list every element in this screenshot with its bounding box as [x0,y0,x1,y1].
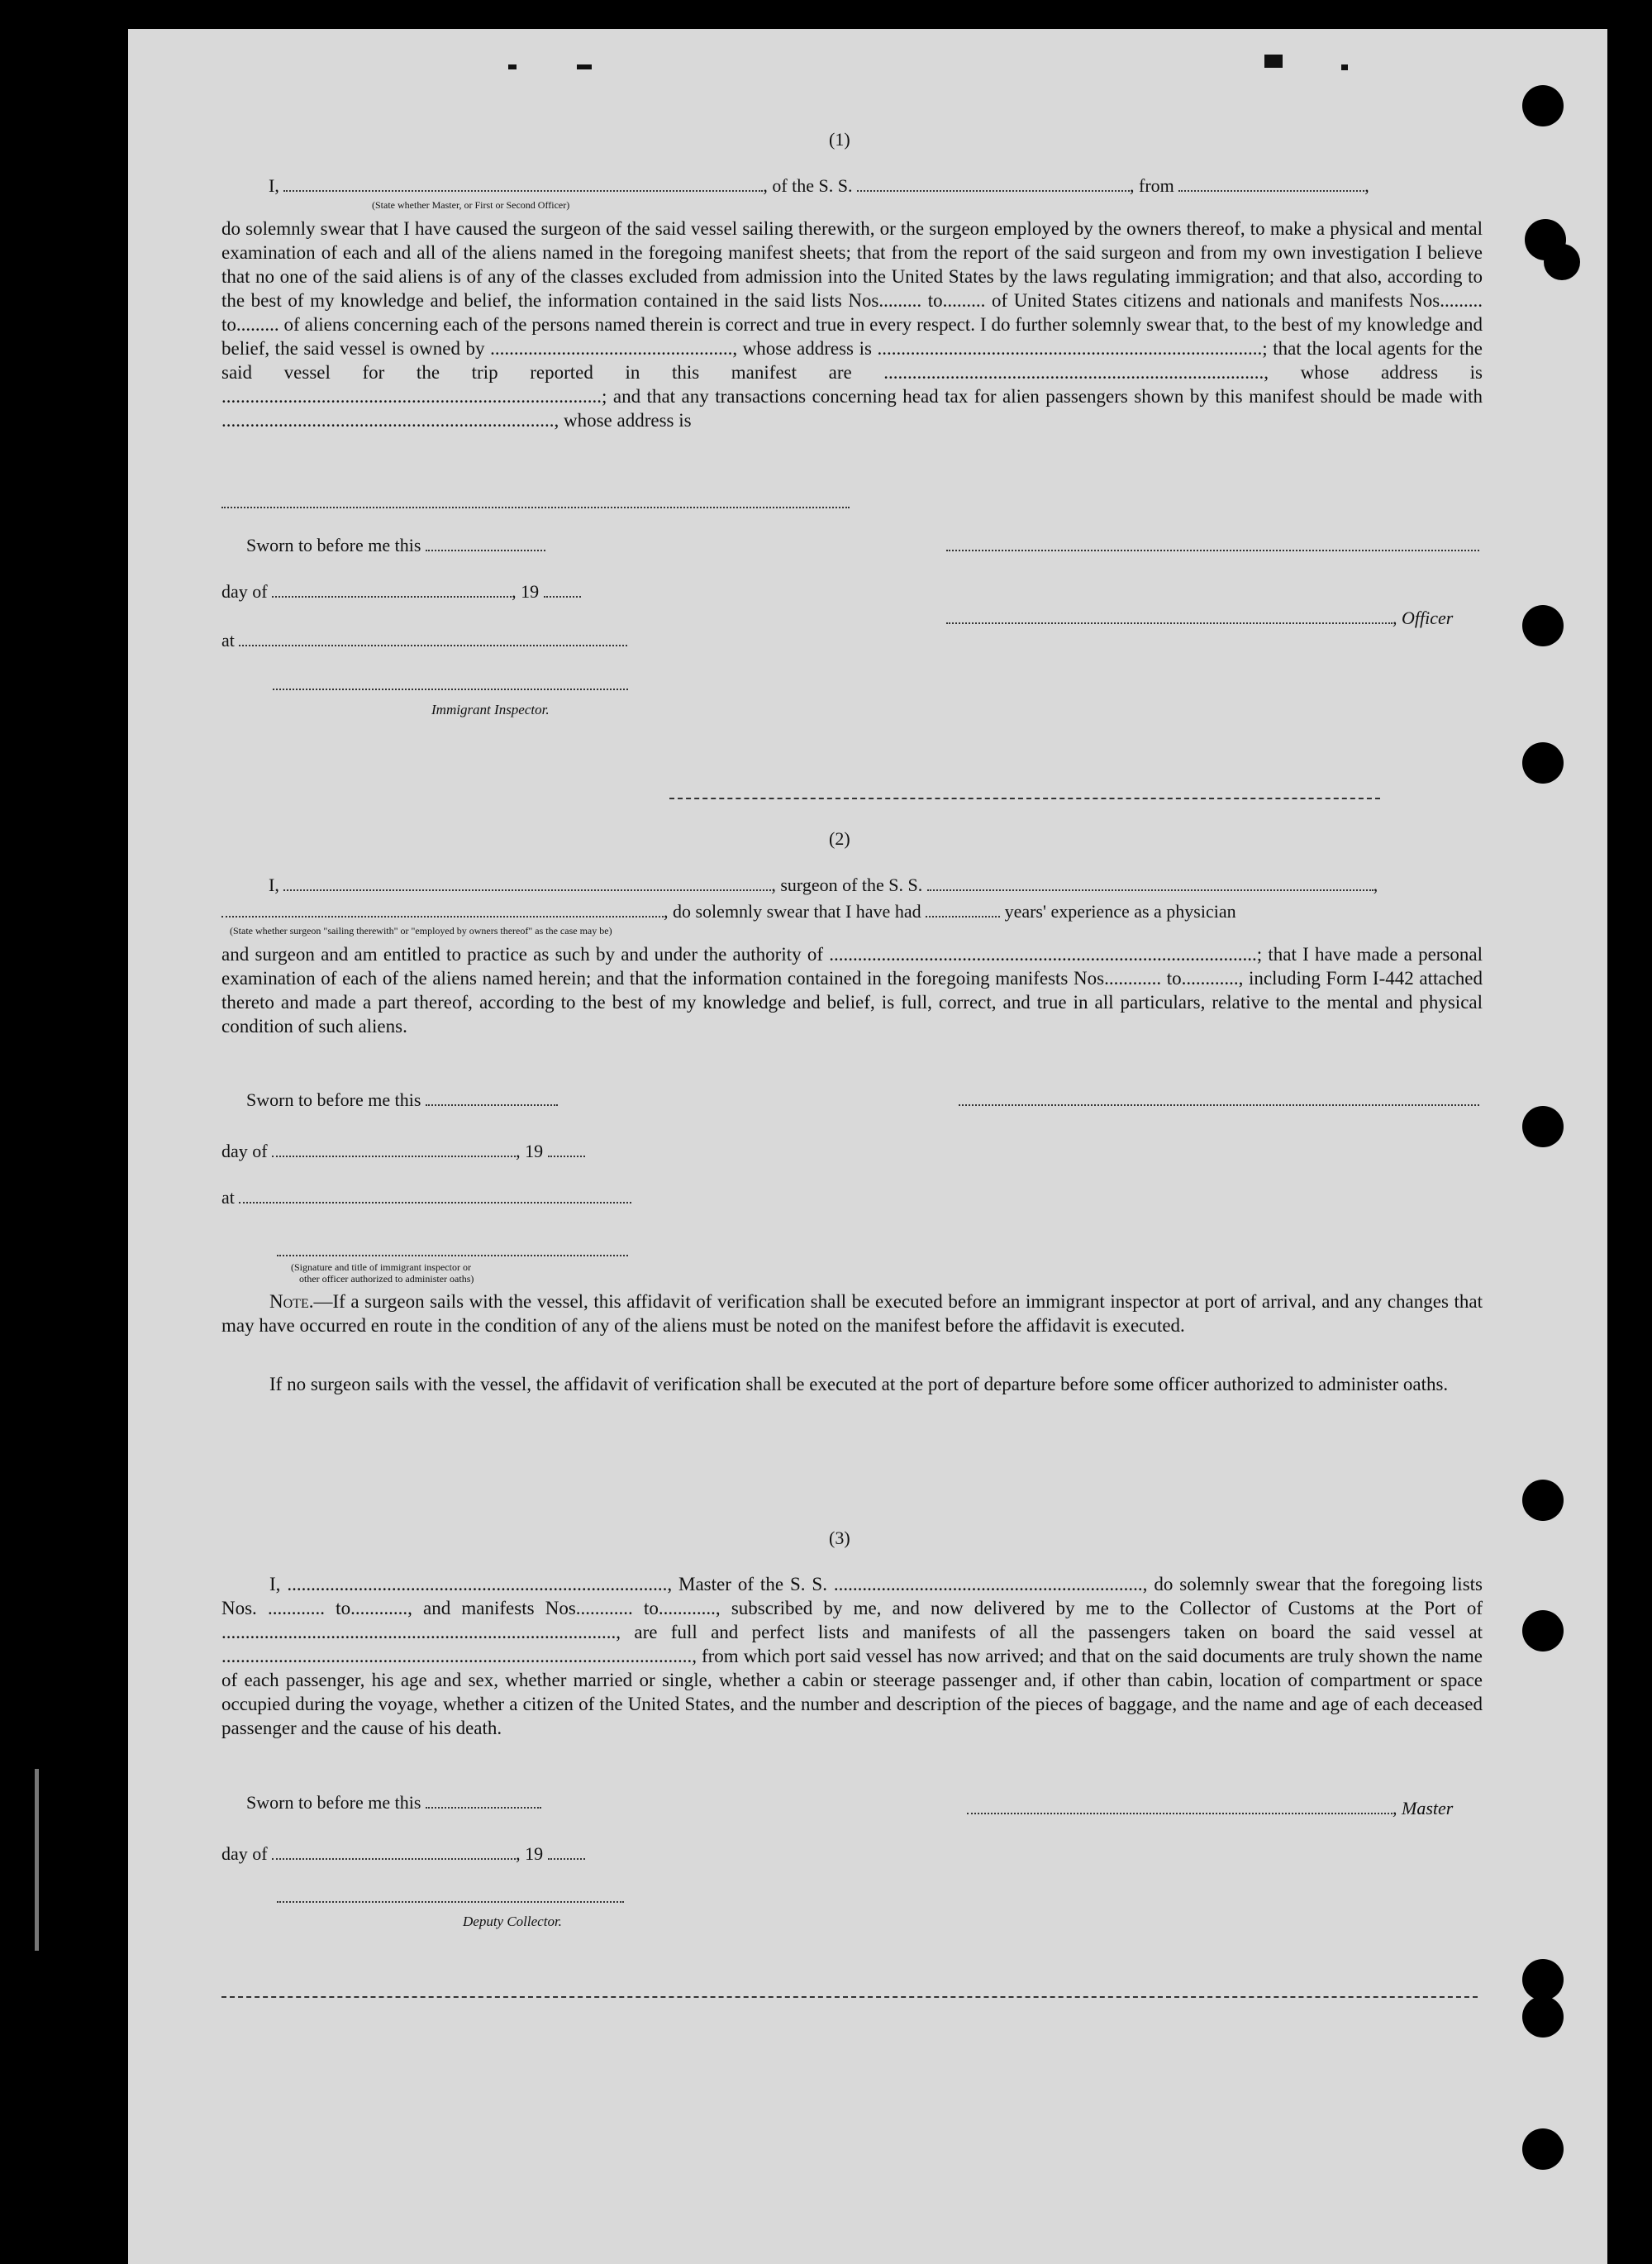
note-paragraph-1 [221,1289,1483,1337]
at-line-2 [221,1187,631,1208]
punch-hole [1544,244,1580,280]
day-line-3 [221,1843,585,1865]
section-2-second-line [221,901,1236,922]
punch-hole [1522,605,1564,646]
punch-hole [1522,1959,1564,2000]
sworn-date-field[interactable] [426,1103,558,1106]
sworn-label: Sworn to before me this [246,1792,421,1813]
day-label: day of [221,1141,268,1161]
punch-hole [1522,2128,1564,2170]
sworn-line-2 [246,1089,558,1111]
day-label: day of [221,1843,268,1864]
punch-hole [1522,1610,1564,1652]
officer-line [946,608,1453,629]
section-1-number: (1) [829,129,850,150]
year-prefix: , 19 [512,581,540,602]
collector-signature-line [277,1886,624,1908]
day-line-1 [221,581,581,603]
section-1-first-line: I, , of the S. S. , from , [269,175,1369,196]
at-label: at [221,630,235,651]
text-solemnly-swear: , do solemnly swear that I have had [664,901,921,922]
from-port-field[interactable] [1178,189,1364,192]
surgeon-name-field[interactable] [283,889,771,891]
punch-hole [1522,85,1564,126]
surgeon-signature-field[interactable] [959,1103,1479,1106]
year-prefix: , 19 [516,1843,544,1864]
text-surgeon-of-ss: , surgeon of the S. S. [771,875,923,895]
inspector-signature-line [277,1240,628,1261]
punch-hole [1522,742,1564,784]
signature-caption-2: other officer authorized to administer oaths) [299,1273,474,1285]
surgeon-signature-line [959,1089,1479,1111]
day-line-2 [221,1141,585,1162]
year-prefix: , 19 [516,1141,544,1161]
year-field[interactable] [544,595,581,598]
signature-caption-1: (Signature and title of immigrant inspector or [291,1261,471,1273]
section-2-first-line: I, , surgeon of the S. S. , [269,875,1378,895]
note-2-text: If no surgeon sails with the vessel, the affidavit of verification shall be executed at the port of departure before some officer authorized to administer oaths. [269,1374,1449,1394]
sworn-label: Sworn to before me this [246,1089,421,1110]
text-of-the-ss: , of the S. S. [763,175,853,196]
note-label: Note. [269,1291,314,1312]
section-2-number: (2) [829,828,850,849]
at-line-1 [221,630,627,651]
master-signature-field[interactable] [967,1812,1393,1814]
vessel-name-field[interactable] [857,189,1130,192]
scan-mark [1341,64,1348,70]
officer-rank-caption: (State whether Master, or First or Second Officer) [372,199,570,211]
scan-mark [577,64,592,69]
officer-signature-field[interactable] [946,622,1393,624]
section-divider [669,798,1380,799]
day-field[interactable] [272,1857,516,1860]
surgeon-status-field[interactable] [221,915,664,918]
collector-signature-field[interactable] [277,1900,624,1903]
master-signature-line [946,535,1479,556]
note-1-text: —If a surgeon sails with the vessel, this affidavit of verification shall be executed before an immigrant inspector at port of arrival, and any changes that may have occurred en route in the condition of any of the aliens must be noted on the manifest before the affidavit is executed. [221,1291,1483,1336]
surgeon-status-caption: (State whether surgeon "sailing therewith" or "employed by owners thereof" as the case may be) [230,925,612,937]
year-field[interactable] [548,1857,585,1860]
text-i: I, [269,875,279,895]
sworn-line-3 [246,1792,541,1814]
at-field[interactable] [239,1201,631,1203]
punch-hole [1522,1996,1564,2038]
scan-mark [1264,55,1283,68]
sworn-date-field[interactable] [426,1806,541,1809]
punch-hole [1522,1106,1564,1147]
at-label: at [221,1187,235,1208]
year-field[interactable] [548,1155,585,1157]
years-field[interactable] [926,915,1000,918]
bottom-divider [221,1996,1478,1998]
section-2-oath: and surgeon and am entitled to practice as such by and under the authority of ..........................................................................................; that I have made a personal examination of each of the aliens named herein; and that the information contained in the foregoing manifests Nos............ to............, including Form I-442 attached thereto and made a part thereof, according to the best of my knowledge and belief, is full, correct, and true in all particulars, relative to the mental and physical condition of such aliens. [221,944,1483,1037]
day-field[interactable] [272,595,512,598]
scan-mark [508,64,517,69]
officer-label: , Officer [1393,608,1454,628]
inspector-signature-line [273,674,628,695]
master-signature-line [967,1798,1453,1819]
inspector-signature-field[interactable] [277,1254,628,1256]
note-paragraph-2 [221,1372,1483,1396]
sworn-line-1 [246,535,545,556]
master-label: , Master [1393,1798,1454,1818]
inspector-signature-field[interactable] [273,688,628,690]
section-3-oath: I, ................................................................................, Master of the S. S. ................................................................., do solemnly swear that the foregoing lists Nos. ............ to............, and manifests Nos............ to............, subscribed by me, and now delivered by me to the Collector of Customs at the Port of ..................................................................................., are full and perfect lists and manifests of all the passengers taken on board the said vessel at ..................................................................................................., from which port said vessel has now arrived; and that on the said documents are truly shown the name of each passenger, his age and sex, whether married or single, whether a cabin or steerage passenger and, if other than cabin, location of compartment or space occupied during the voyage, whether a citizen of the United States, and the number and description of the pieces of baggage, and the name and age of each deceased passenger and the cause of his death. [221,1574,1483,1738]
text-years-experience: years' experience as a physician [1004,901,1236,922]
address-continuation [221,492,850,513]
section-1-oath: do solemnly swear that I have caused the surgeon of the said vessel sailing therewith, or the surgeon employed by the owners thereof, to make a physical and mental examination of each and all of the aliens named in the foregoing manifest sheets; that from the report of the said surgeon and from my own investigation I believe that no one of the said aliens is of any of the classes excluded from admission into the United States by the laws regulating immigration; and that also, according to the best of my knowledge and belief, the information contained in the said lists Nos......... to......... of United States citizens and nationals and manifests Nos......... to......... of aliens concerning each of the persons named therein is correct and true in every respect. I do further solemnly swear that, to the best of my knowledge and belief, the said vessel is owned by ..................................................., whose address is .................................................................................; that the local agents for the said vessel for the trip reported in this manifest are ................................................................................, whose address is ................................................................................; and that any transactions concerning head tax for alien passengers shown by this manifest should be made with ......................................................................, whose address is [221,218,1483,431]
master-signature-field[interactable] [946,549,1479,551]
section-3-number: (3) [829,1528,850,1548]
punch-hole [1522,1480,1564,1521]
sworn-date-field[interactable] [426,549,545,551]
day-label: day of [221,581,268,602]
deputy-collector-label: Deputy Collector. [463,1914,562,1929]
address-field[interactable] [221,506,850,508]
text-i: I, [269,175,279,196]
master-name-field[interactable] [283,189,763,192]
at-field[interactable] [239,644,627,646]
text-from: , from [1130,175,1174,196]
scan-mark [35,1769,39,1951]
immigrant-inspector-label: Immigrant Inspector. [431,702,550,717]
vessel-name-field[interactable] [927,889,1373,891]
sworn-label: Sworn to before me this [246,535,421,555]
day-field[interactable] [272,1155,516,1157]
